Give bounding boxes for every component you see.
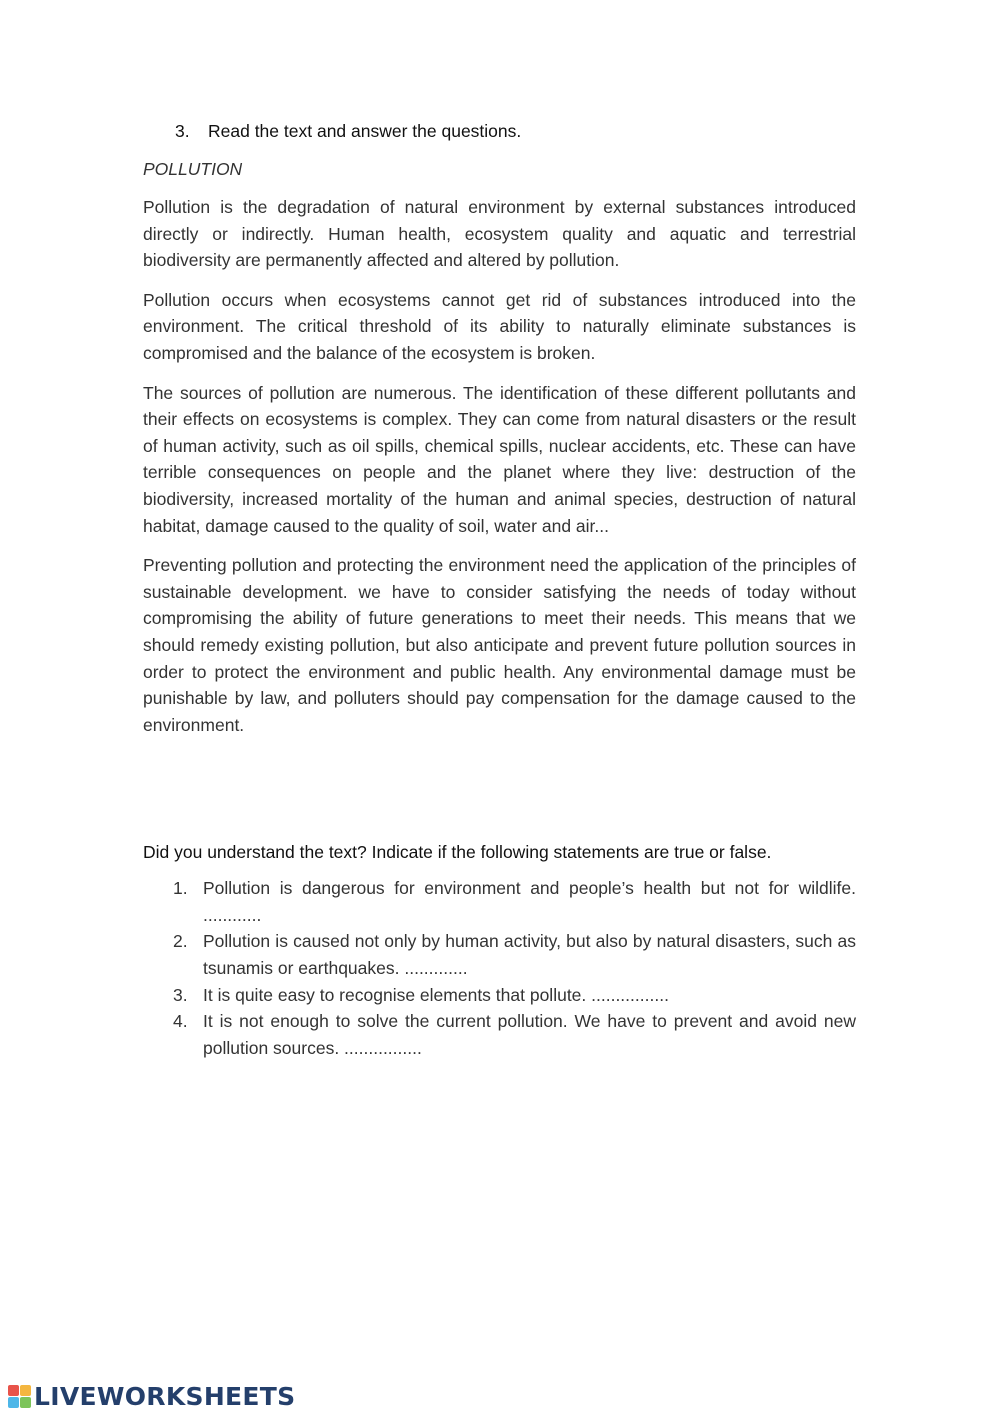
worksheet-content — [143, 118, 856, 1061]
paragraph: Preventing pollution and protecting the environment need the application of the principles of sustainable development. we have to consider satisfying the needs of today without compromising the ability of future generations to meet their needs. This means that we should remedy existing pollution, but also anticipate and prevent future pollution sources in order to protect the environment and public health. Any environmental damage must be punishable by law, and polluters should pay compensation for the damage caused to the environment. — [143, 555, 856, 735]
paragraph: The sources of pollution are numerous. The identification of these different pollutants and their effects on ecosystems is complex. They can come from natural disasters or the result of human activity, such as oil spills, chemical spills, nuclear accidents, etc. These can have terrible consequences on people and the planet where they live: destruction of the biodiversity, increased mortality of the human and animal species, destruction of natural habitat, damage caused to the quality of soil, water and air... — [143, 382, 856, 536]
paragraph: Pollution is the degradation of natural environment by external substances introduced directly or indirectly. Human health, ecosystem quality and aquatic and terrestrial biodiversity are permanently affected and altered by pollution. — [143, 197, 856, 271]
question-text: It is quite easy to recognise elements that pollute. ................ — [203, 984, 669, 1005]
question-list — [143, 875, 856, 1061]
liveworksheets-logo-icon — [8, 1385, 31, 1408]
question-item — [143, 875, 856, 928]
logo-block — [8, 1385, 19, 1396]
text-title: POLLUTION — [143, 159, 243, 179]
question-item — [143, 928, 856, 981]
question-number: 4. — [173, 1011, 188, 1032]
liveworksheets-brand — [8, 1381, 295, 1411]
question-item — [143, 982, 856, 1009]
task-heading — [175, 118, 856, 144]
question-item — [143, 1008, 856, 1061]
question-number: 1. — [173, 878, 188, 899]
question-text: It is not enough to solve the current pollution. We have to prevent and avoid new pollution sources. ................ — [203, 1011, 856, 1058]
question-text: Pollution is dangerous for environment and people’s health but not for wildlife. ............ — [203, 878, 856, 925]
question-text: Pollution is caused not only by human activity, but also by natural disasters, such as tsunamis or earthquakes. ............. — [203, 931, 856, 979]
brand-text: LIVEWORKSHEETS — [34, 1381, 296, 1411]
question-number: 2. — [173, 931, 188, 952]
question-number: 3. — [173, 984, 188, 1005]
task-instruction: Read the text and answer the questions. — [208, 121, 522, 141]
task-number: 3. — [175, 121, 190, 141]
logo-block — [8, 1397, 19, 1408]
logo-block — [20, 1397, 31, 1408]
questions-heading: Did you understand the text? Indicate if the following statements are true or false. — [143, 842, 772, 863]
paragraph: Pollution occurs when ecosystems cannot get rid of substances introduced into the environment. The critical threshold of its ability to naturally eliminate substances is compromised and the balance of the ecosystem is broken. — [143, 289, 856, 363]
logo-block — [20, 1385, 31, 1396]
